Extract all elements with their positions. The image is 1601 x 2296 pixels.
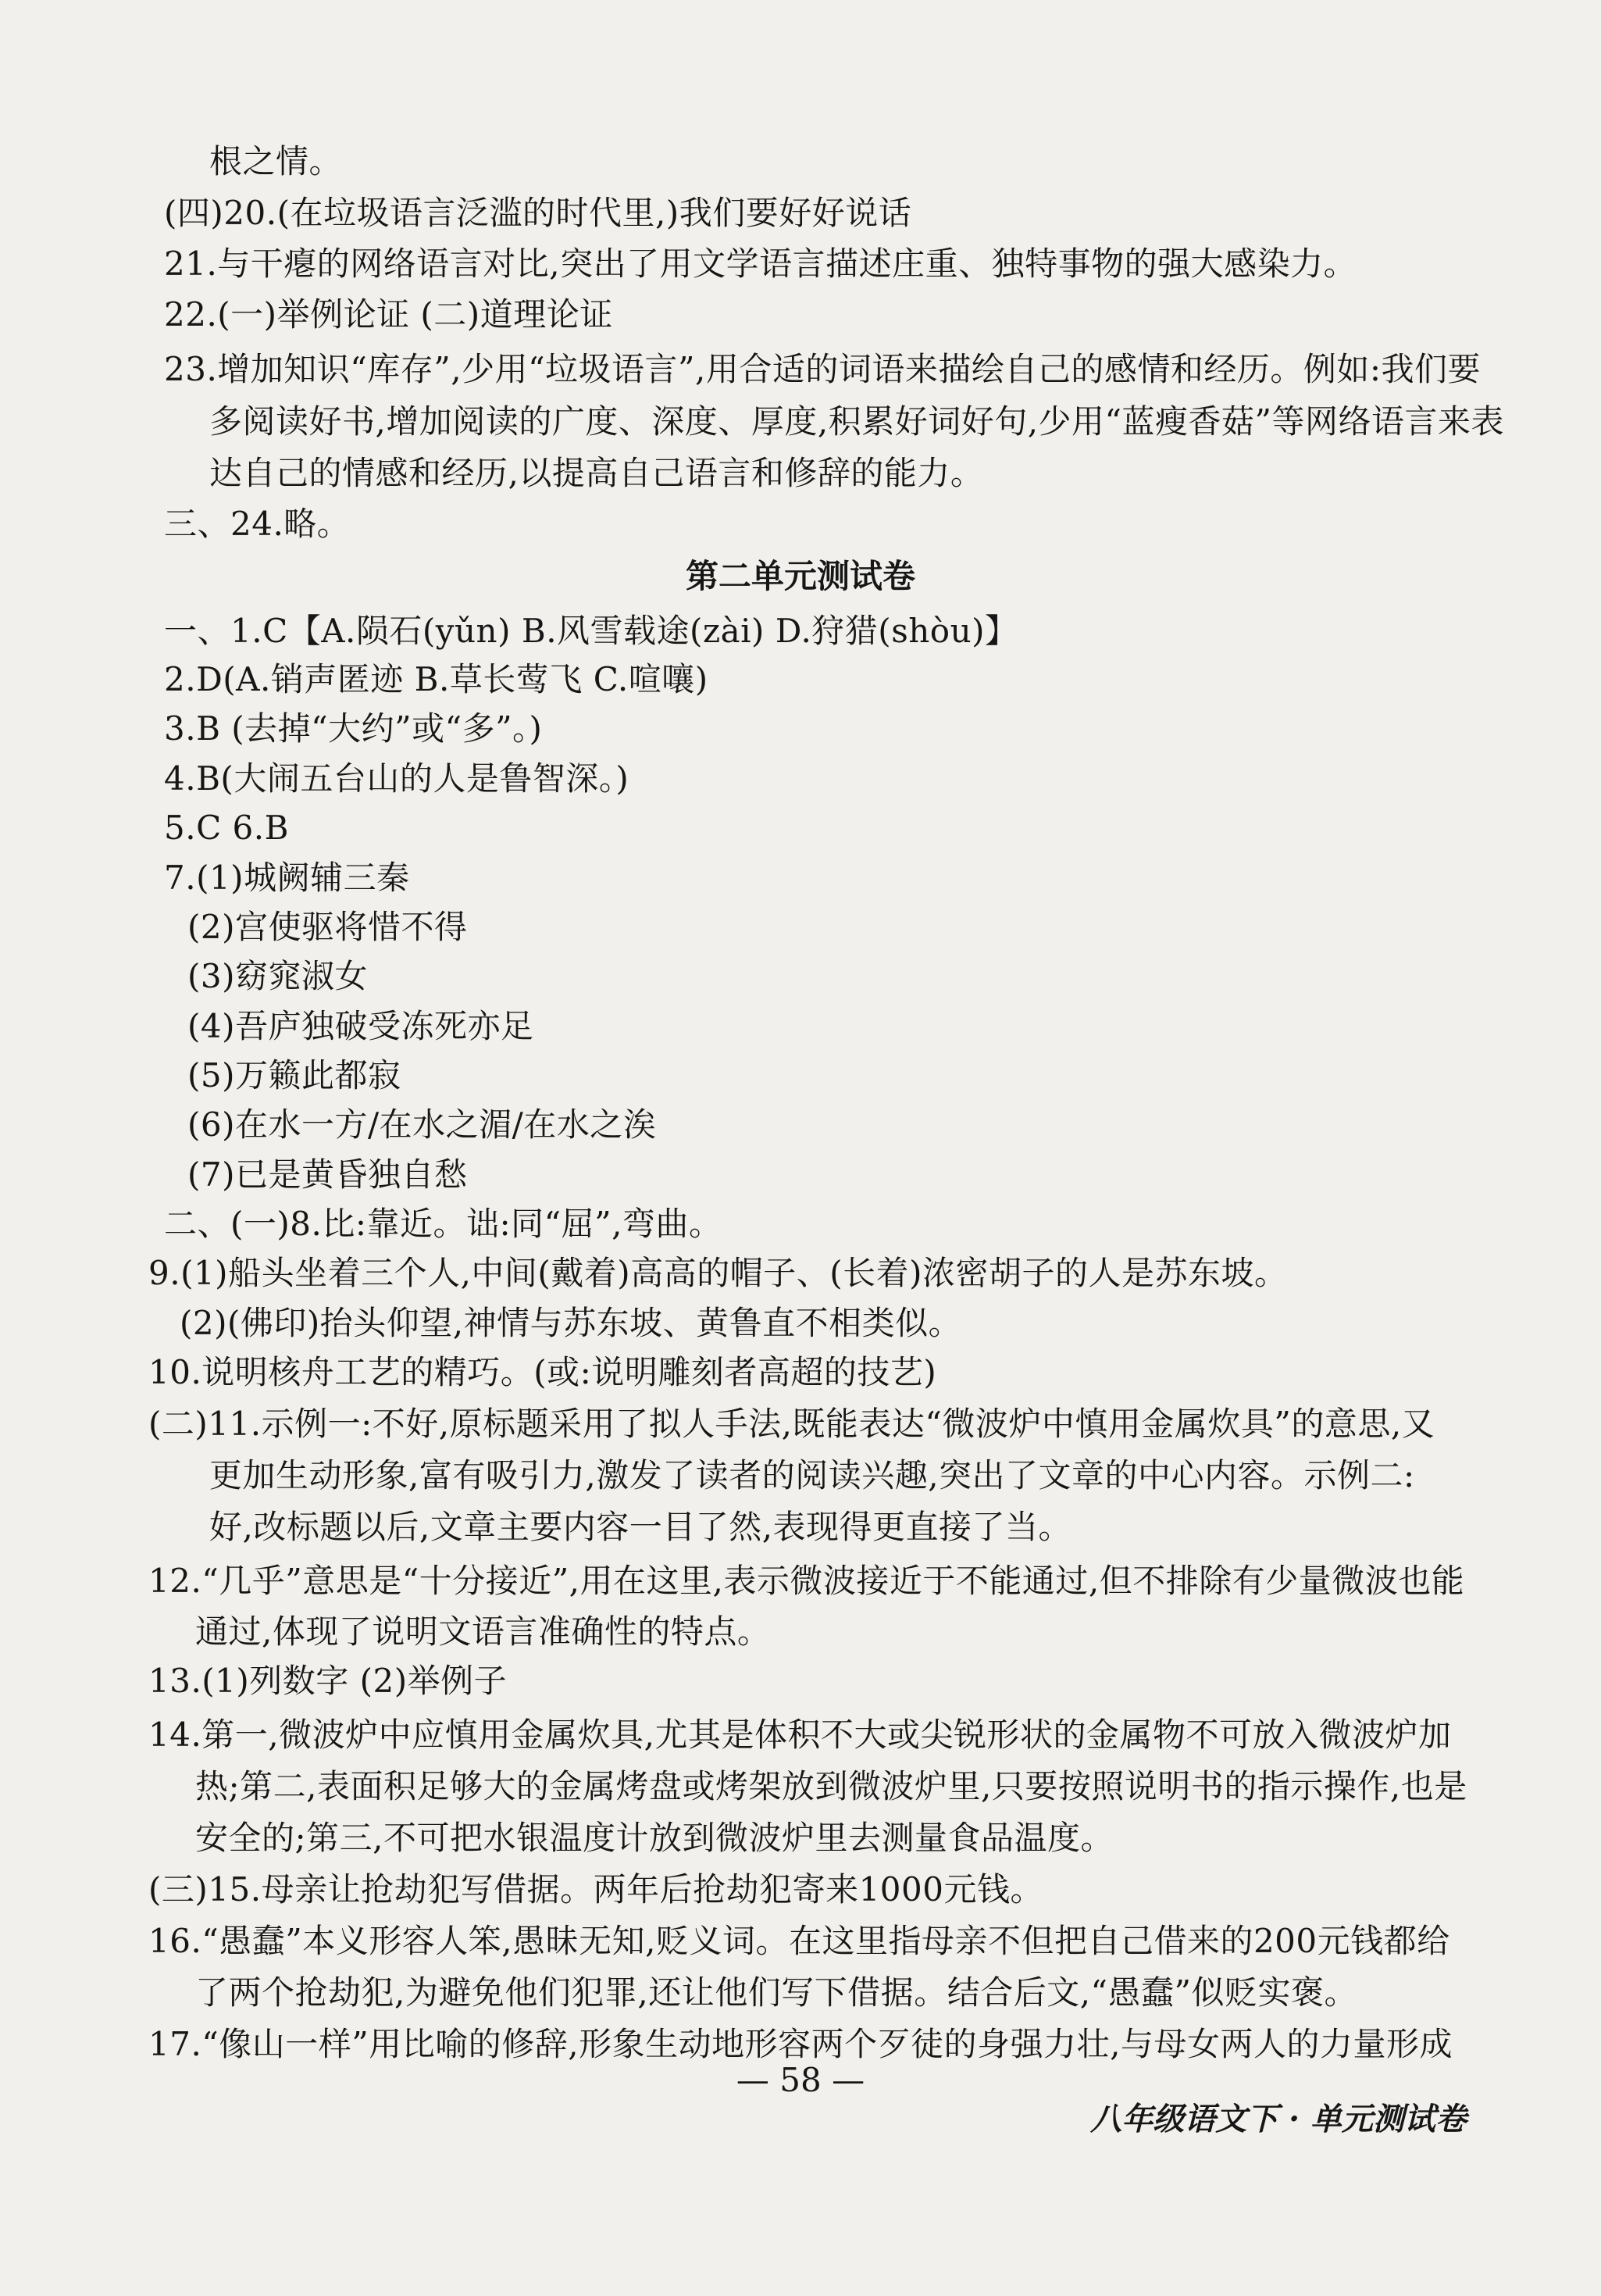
text-line: 多阅读好书,增加阅读的广度、深度、厚度,积累好词好句,少用“蓝瘦香菇”等网络语言来表 xyxy=(209,402,1504,441)
text-line: 更加生动形象,富有吸引力,激发了读者的阅读兴趣,突出了文章的中心内容。示例二: xyxy=(209,1456,1415,1494)
page-number: — 58 — xyxy=(736,2061,865,2099)
footer-title: 八年级语文下 · 单元测试卷 xyxy=(1090,2101,1467,2137)
text-line: 2.D(A.销声匿迹 B.草长莺飞 C.喧嚷) xyxy=(164,660,708,698)
text-line: 根之情。 xyxy=(209,142,343,180)
text-line: 热;第二,表面积足够大的金属烤盘或烤架放到微波炉里,只要按照说明书的指示操作,也是 xyxy=(195,1767,1467,1805)
text-line: 好,改标题以后,文章主要内容一目了然,表现得更直接了当。 xyxy=(209,1508,1072,1546)
text-line: 达自己的情感和经历,以提高自己语言和修辞的能力。 xyxy=(209,454,984,492)
text-line: (三)15.母亲让抢劫犯写借据。两年后抢劫犯寄来1000元钱。 xyxy=(148,1870,1043,1909)
text-line: 21.与干瘪的网络语言对比,突出了用文学语言描述庄重、独特事物的强大感染力。 xyxy=(164,245,1357,283)
text-line: 了两个抢劫犯,为避免他们犯罪,还让他们写下借据。结合后文,“愚蠢”似贬实褒。 xyxy=(195,1973,1357,2012)
text-line: 3.B (去掉“大约”或“多”。) xyxy=(164,709,543,748)
text-line: (二)11.示例一:不好,原标题采用了拟人手法,既能表达“微波炉中慎用金属炊具”的意思,又 xyxy=(148,1405,1435,1443)
text-line: (6)在水一方/在水之湄/在水之涘 xyxy=(187,1105,657,1144)
text-line: 13.(1)列数字 (2)举例子 xyxy=(148,1662,508,1700)
text-line: (2)(佛印)抬头仰望,神情与苏东坡、黄鲁直不相类似。 xyxy=(180,1304,962,1342)
text-line: 9.(1)船头坐着三个人,中间(戴着)高高的帽子、(长着)浓密胡子的人是苏东坡。 xyxy=(148,1254,1288,1292)
text-line: (3)窈窕淑女 xyxy=(187,957,368,995)
text-line: (2)宫使驱将惜不得 xyxy=(187,908,468,946)
text-line: 三、24.略。 xyxy=(164,505,351,543)
text-line: 一、1.C【A.陨石(yǔn) B.风雪载途(zài) D.狩猎(shòu)】 xyxy=(164,612,1018,650)
text-line: 17.“像山一样”用比喻的修辞,形象生动地形容两个歹徒的身强力壮,与母女两人的力量形成 xyxy=(148,2025,1453,2063)
text-line: (4)吾庐独破受冻死亦足 xyxy=(187,1007,534,1045)
text-line: (四)20.(在垃圾语言泛滥的时代里,)我们要好好说话 xyxy=(164,194,912,232)
text-line: 5.C 6.B xyxy=(164,809,289,847)
text-line: 23.增加知识“库存”,少用“垃圾语言”,用合适的词语来描绘自己的感情和经历。例如:我们要 xyxy=(164,350,1482,388)
text-line: (5)万籁此都寂 xyxy=(187,1056,401,1094)
text-line: (7)已是黄昏独自愁 xyxy=(187,1155,468,1194)
text-line: 16.“愚蠢”本义形容人笨,愚昧无知,贬义词。在这里指母亲不但把自己借来的200元钱都给 xyxy=(148,1922,1450,1960)
text-line: 通过,体现了说明文语言准确性的特点。 xyxy=(195,1612,771,1651)
text-line: 4.B(大闹五台山的人是鲁智深。) xyxy=(164,759,629,798)
text-line: 12.“几乎”意思是“十分接近”,用在这里,表示微波接近于不能通过,但不排除有少量微波也能 xyxy=(148,1562,1465,1600)
text-line: 10.说明核舟工艺的精巧。(或:说明雕刻者高超的技艺) xyxy=(148,1353,937,1391)
text-line: 安全的;第三,不可把水银温度计放到微波炉里去测量食品温度。 xyxy=(195,1819,1114,1857)
text-line: 二、(一)8.比:靠近。诎:同“屈”,弯曲。 xyxy=(164,1205,722,1243)
section-heading: 第二单元测试卷 xyxy=(685,557,915,595)
text-line: 22.(一)举例论证 (二)道理论证 xyxy=(164,295,613,334)
text-line: 14.第一,微波炉中应慎用金属炊具,尤其是体积不大或尖锐形状的金属物不可放入微波炉加 xyxy=(148,1716,1452,1754)
text-line: 7.(1)城阙辅三秦 xyxy=(164,859,410,897)
